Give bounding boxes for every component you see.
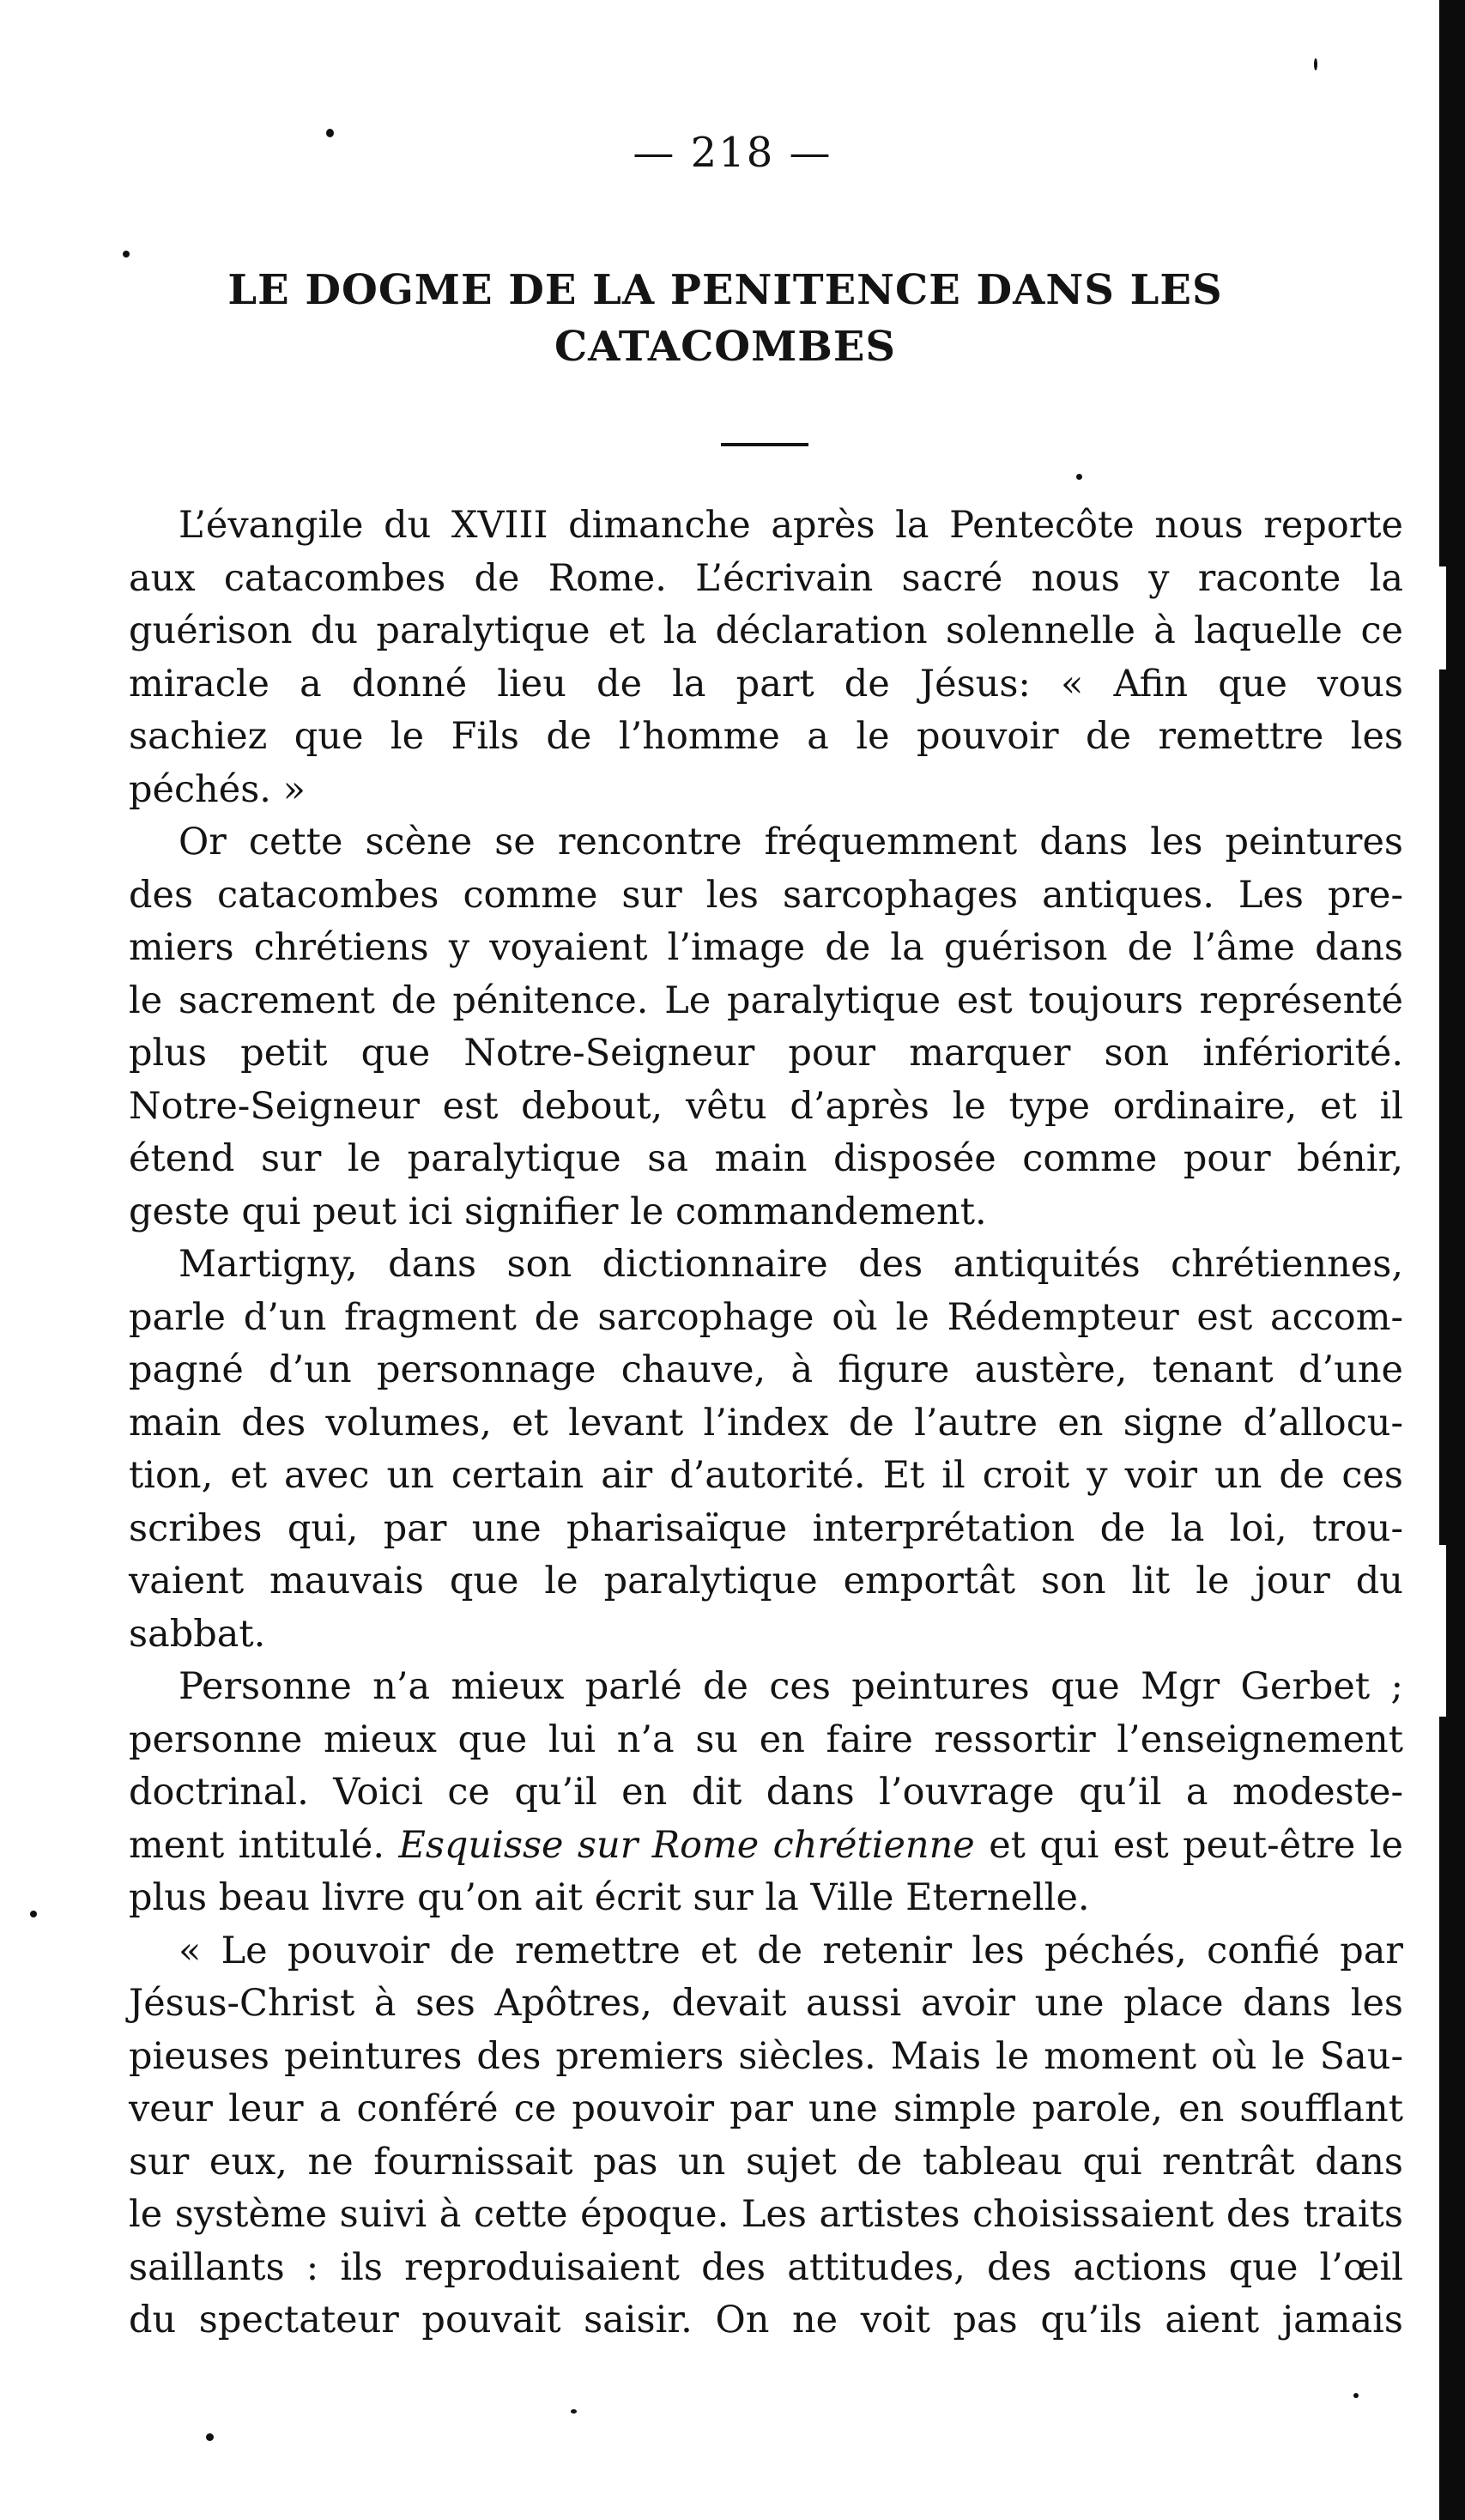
text-line: miracle a donné lieu de la part de Jésus: « Afin que vous [129,662,1403,706]
scan-speck [30,1911,37,1917]
text-line: L’évangile du XVIII dimanche après la Pentecôte nous reporte [179,504,1403,547]
scan-edge-gap [1438,566,1446,669]
scan-speck [1314,58,1317,70]
text-line: des catacombes comme sur les sarcophages antiques. Les pre- [129,873,1403,917]
text-line: pagné d’un personnage chauve, à figure austère, tenant d’une [129,1348,1403,1391]
text-line: sur eux, ne fournissait pas un sujet de tableau qui rentrât dans [129,2140,1403,2184]
text-line: doctrinal. Voici ce qu’il en dit dans l’ouvrage qu’il a modeste- [129,1771,1403,1814]
text-fragment: et qui est peut-être le [989,1823,1403,1867]
text-line: sabbat. [129,1612,266,1656]
book-title: Esquisse sur Rome chrétienne [398,1823,975,1867]
text-line: miers chrétiens y voyaient l’image de la guérison de l’âme dans [129,926,1403,969]
scan-speck [1076,474,1082,480]
text-line [129,1820,1403,1873]
text-line: Personne n’a mieux parlé de ces peintures que Mgr Gerbet ; [179,1665,1403,1708]
text-line: Martigny, dans son dictionnaire des antiquités chrétiennes, [179,1243,1403,1286]
page-title [129,262,1322,375]
text-line: péchés. » [129,767,306,811]
text-line: parle d’un fragment de sarcophage où le Rédempteur est accom- [129,1295,1403,1339]
text-line: guérison du paralytique et la déclaration solennelle à laquelle ce [129,609,1403,652]
text-line: « Le pouvoir de remettre et de retenir les péchés, confié par [179,1929,1403,1972]
scan-speck [206,2433,214,2441]
body-text [129,500,1403,2347]
scan-speck [1353,2393,1359,2398]
text-line: personne mieux que lui n’a su en faire ressortir l’enseignement [129,1717,1403,1761]
text-line: Notre-Seigneur est debout, vêtu d’après le type ordinaire, et il [129,1084,1403,1128]
text-line: vaient mauvais que le paralytique emportât son lit le jour du [129,1560,1403,1602]
paragraph-5 [129,1925,1403,2347]
text-line: pieuses peintures des premiers siècles. Mais le moment où le Sau- [129,2034,1403,2078]
text-line: geste qui peut ici signifier le commandement. [129,1190,987,1233]
text-line: aux catacombes de Rome. L’écrivain sacré nous y raconte la [129,556,1403,600]
text-line: veur leur a conféré ce pouvoir par une simple parole, en soufflant [129,2087,1403,2130]
text-line: saillants : ils reproduisaient des attitudes, des actions que l’œil [129,2245,1403,2289]
paragraph-2 [129,816,1403,1239]
text-line: le système suivi à cette époque. Les artistes choisissaient des traits [129,2193,1403,2236]
text-fragment: ment intitulé. [129,1823,384,1867]
paragraph-4 [129,1661,1403,1925]
text-line: sachiez que le Fils de l’homme a le pouvoir de remettre les [129,715,1403,758]
text-line: du spectateur pouvait saisir. On ne voit pas qu’ils aient jamais [129,2299,1403,2341]
page-number: — 218 — [633,129,832,177]
title-divider [721,443,808,446]
scan-speck [123,251,130,257]
scan-speck [571,2409,577,2414]
title-line-1: LE DOGME DE LA PENITENCE DANS LES [227,266,1223,314]
text-line: tion, et avec un certain air d’autorité. Et il croit y voir un de ces [129,1454,1403,1497]
paragraph-3 [129,1239,1403,1661]
text-line: étend sur le paralytique sa main disposée comme pour bénir, [129,1137,1403,1180]
title-line-2: CATACOMBES [554,323,897,371]
text-line: Jésus-Christ à ses Apôtres, devait aussi avoir une place dans les [129,1982,1403,2025]
text-line: scribes qui, par une pharisaïque interprétation de la loi, trou- [129,1506,1403,1550]
paragraph-1 [129,500,1403,816]
text-line: plus beau livre qu’on ait écrit sur la Ville Eternelle. [129,1876,1090,1919]
text-line: plus petit que Notre-Seigneur pour marquer son infériorité. [129,1032,1403,1075]
scan-edge-shadow [1439,0,1465,2520]
text-line: le sacrement de pénitence. Le paralytique est toujours représenté [129,978,1403,1022]
text-line: Or cette scène se rencontre fréquemment dans les peintures [179,821,1403,863]
text-line: main des volumes, et levant l’index de l’autre en signe d’allocu- [129,1401,1403,1445]
scan-edge-gap [1438,1545,1446,1717]
